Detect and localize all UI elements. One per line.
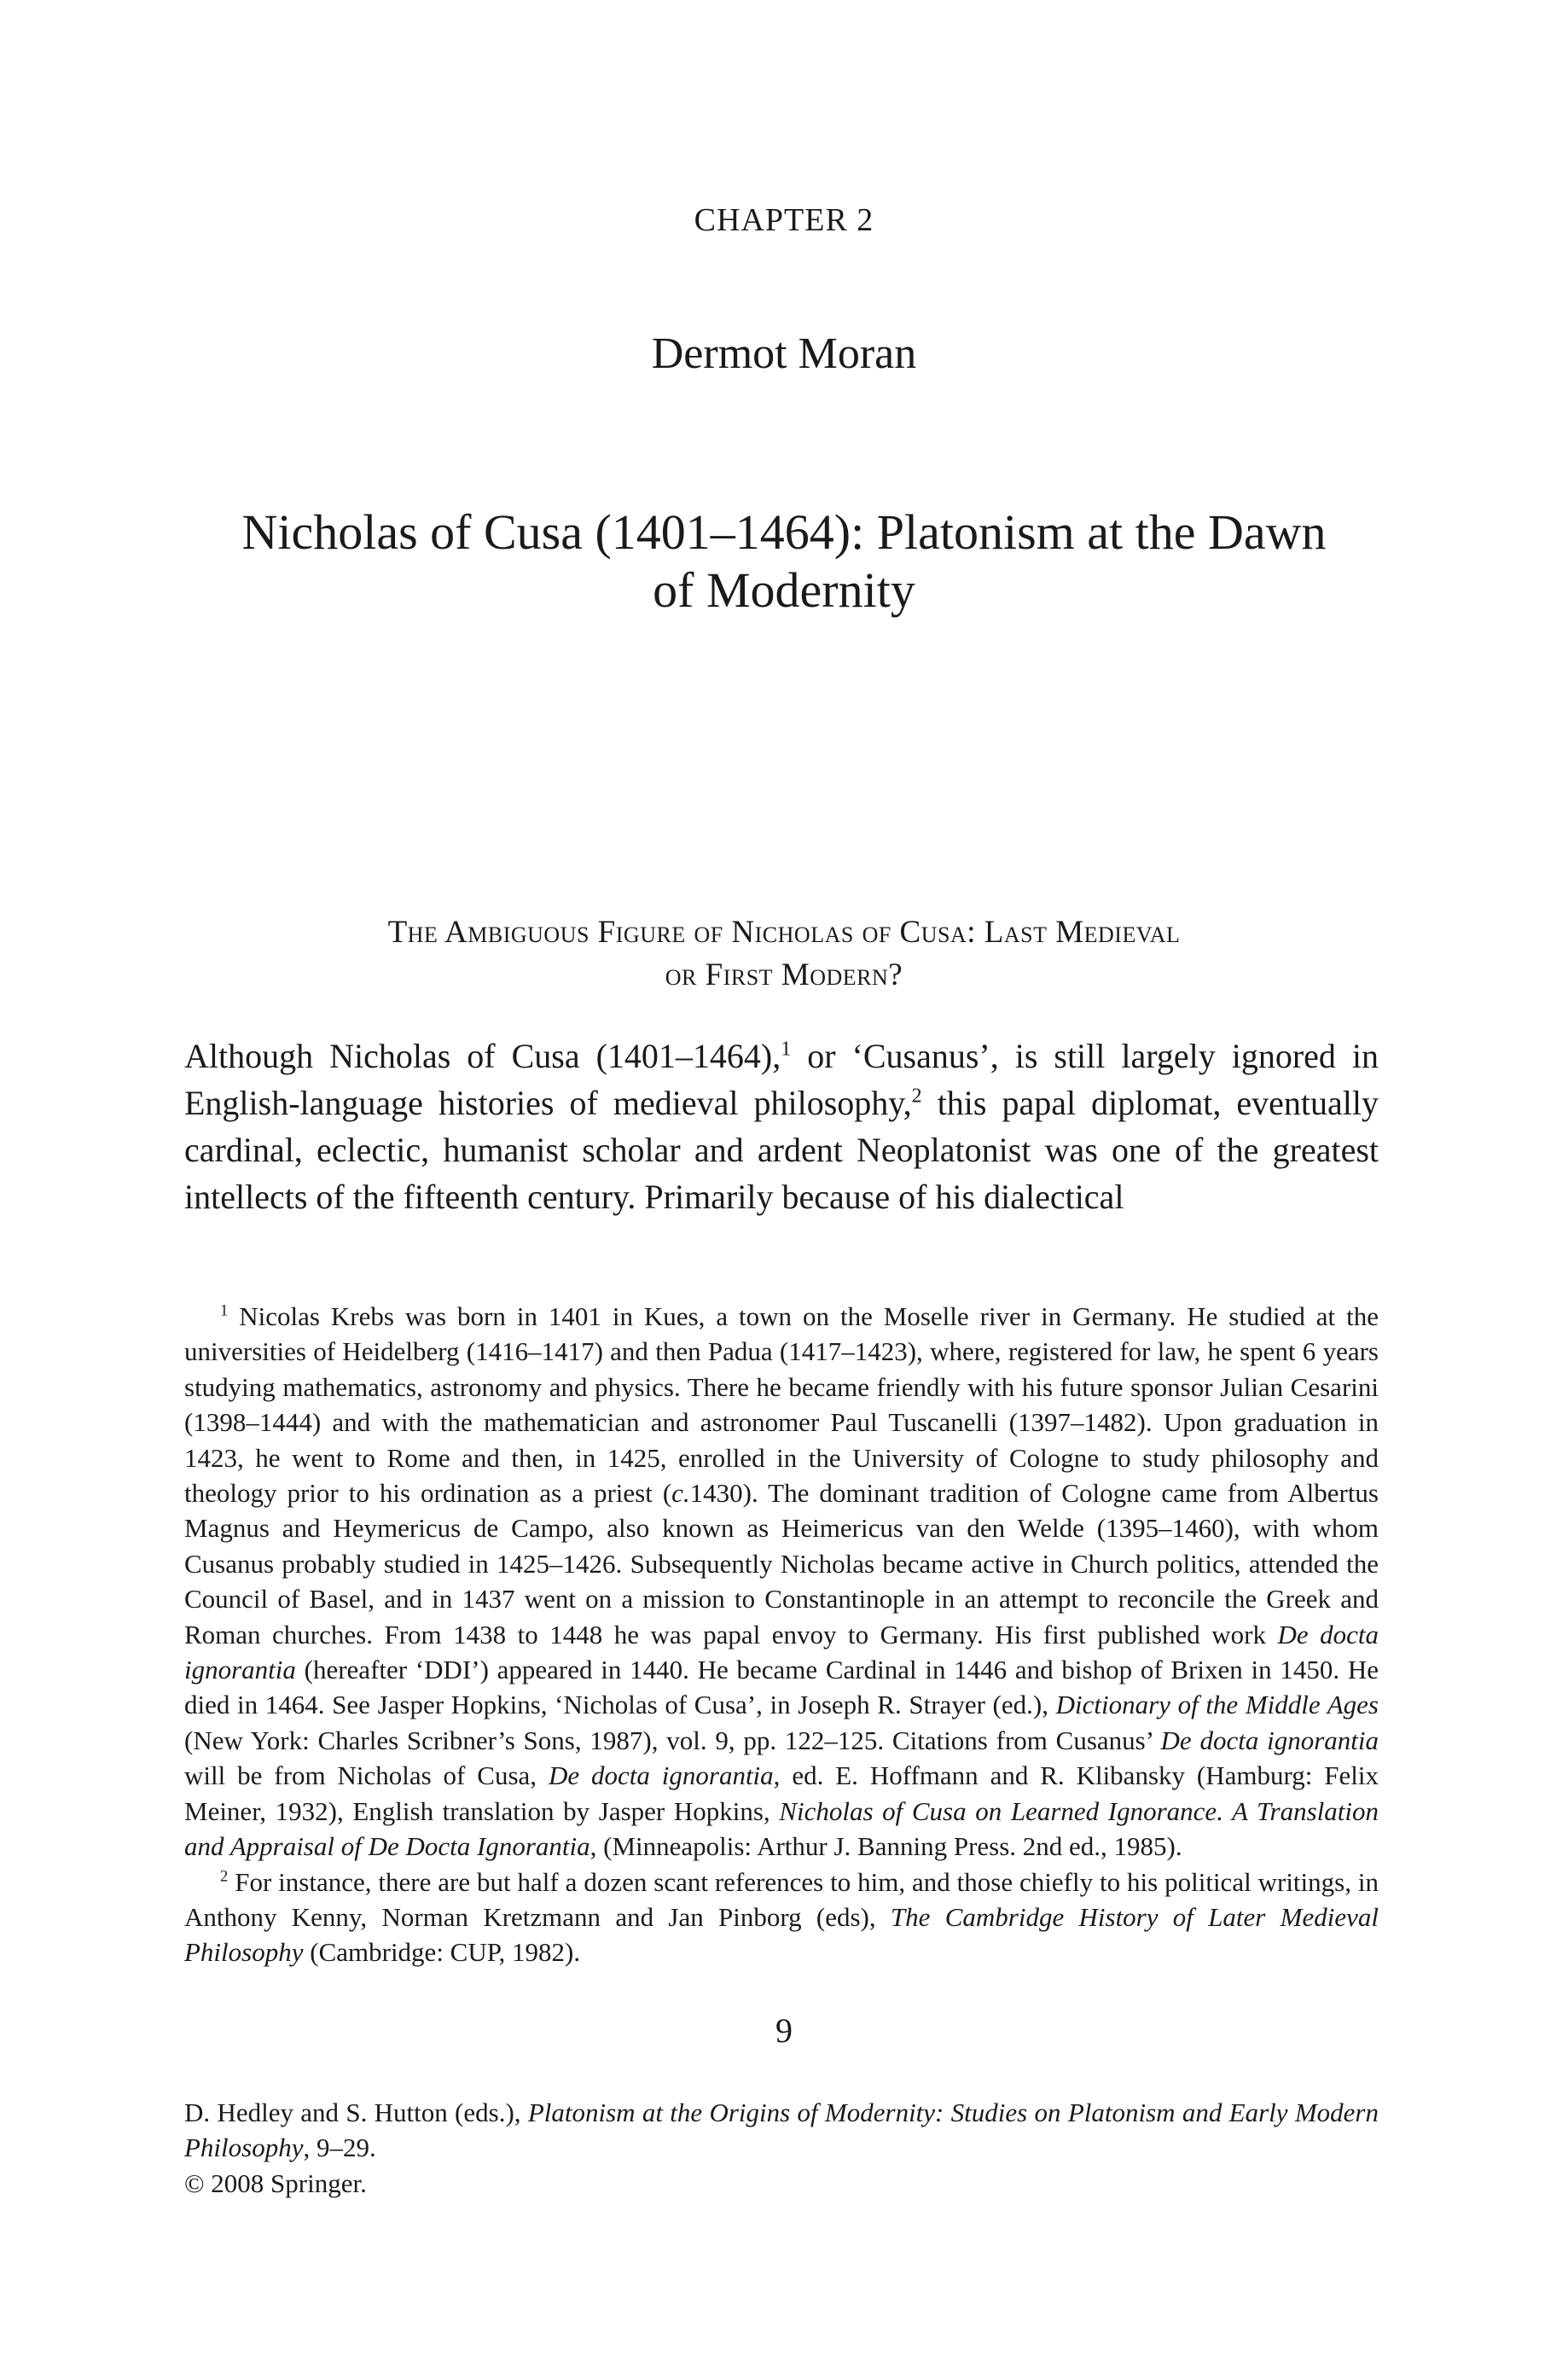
footnote-1-text: , ed. E. Hoffmann and R. Klibansky (Hamburg: Felix Meiner, 1932), English translation by Jasper Hopkins, — [184, 1760, 1379, 1826]
chapter-title — [171, 503, 1397, 620]
footnote-1-text: will be from Nicholas of Cusa, — [184, 1760, 549, 1791]
footnote-1-number: 1 — [220, 1301, 229, 1320]
body-text-part-1: Although Nicholas of Cusa (1401–1464), — [184, 1037, 781, 1075]
footnote-2-work-title: The Cambridge History of Later Medieval Philosophy — [184, 1901, 1379, 1968]
footnote-1-text: (New York: Charles Scribner’s Sons, 1987), vol. 9, pp. 122–125. Citations from Cusanus’ — [184, 1725, 1161, 1755]
footnote-1-work-title: Nicholas of Cusa on Learned Ignorance. A Translation and Appraisal of De Docta Ignorantia — [184, 1795, 1379, 1862]
footnote-1-work-title: Dictionary of the Middle Ages — [1055, 1690, 1379, 1720]
footnote-1 — [184, 1299, 1379, 1865]
chapter-label: CHAPTER 2 — [694, 202, 874, 238]
footnote-1-work-title: De docta ignorantia — [1160, 1725, 1379, 1755]
footnote-reference-2[interactable]: 2 — [911, 1085, 922, 1108]
footnote-2-text: (Cambridge: CUP, 1982). — [303, 1937, 581, 1968]
section-heading — [213, 911, 1355, 997]
source-editors: D. Hedley and S. Hutton (eds.), — [184, 2097, 528, 2127]
source-citation-reference — [184, 2095, 1379, 2166]
footnote-1-text: (hereafter ‘DDI’) appeared in 1440. He became Cardinal in 1446 and bishop of Brixen in 1450. He died in 1464. See Jasper Hopkins, ‘Nicholas of Cusa’, in Joseph R. Strayer (ed.), — [184, 1655, 1379, 1720]
footnote-1-work-title: De docta ignorantia — [184, 1619, 1379, 1685]
body-paragraph — [184, 1033, 1379, 1220]
footnote-2-number: 2 — [220, 1867, 229, 1886]
source-book-title: Platonism at the Origins of Modernity: Studies on Platonism and Early Modern Philosophy — [184, 2097, 1379, 2163]
footnote-2-text: For instance, there are but half a dozen scant references to him, and those chiefly to his political writings, in Anthony Kenny, Norman Kretzmann and Jan Pinborg (eds), — [184, 1866, 1379, 1932]
footnote-1-work-title: De docta ignorantia — [548, 1760, 774, 1791]
body-text-part-3: this papal diplomat, eventually cardinal, eclectic, humanist scholar and ardent Neoplatonist was one of the greatest intellects of the fifteenth century. Primarily because of his dialectical — [184, 1084, 1379, 1216]
page-number: 9 — [775, 2011, 793, 2050]
copyright-notice: © 2008 Springer. — [184, 2167, 367, 2198]
chapter-title-line-2: of Modernity — [653, 562, 915, 618]
footnote-1-text: Nicolas Krebs was born in 1401 in Kues, a town on the Moselle river in Germany. He studied at the universities of Heidelberg (1416–1417) and then Padua (1417–1423), where, registered for law, he spent 6 years studying mathematics, astronomy and physics. There he became friendly with his future sponsor Julian Cesarini (1398–1444) and with the mathematician and astronomer Paul Tuscanelli (1397–1482). Upon graduation in 1423, he went to Rome and then, in 1425, enrolled in the University of Cologne to study philosophy and theology prior to his ordination as a priest ( — [184, 1301, 1379, 1509]
section-heading-line-2: or First Modern? — [665, 957, 903, 992]
footnote-reference-1[interactable]: 1 — [781, 1038, 792, 1061]
footnote-1-text: , (Minneapolis: Arthur J. Banning Press. 2nd ed., 1985). — [589, 1831, 1182, 1862]
source-citation — [184, 2095, 1379, 2201]
section-heading-line-1: The Ambiguous Figure of Nicholas of Cusa: Last Medieval — [387, 915, 1181, 950]
footnote-1-circa: c. — [671, 1478, 690, 1509]
source-pages: , 9–29. — [303, 2132, 376, 2163]
footnotes — [184, 1299, 1379, 1970]
author-name: Dermot Moran — [651, 329, 917, 378]
footnote-1-text: 1430). The dominant tradition of Cologne came from Albertus Magnus and Heymericus de Campo, also known as Heimericus van den Welde (1395–1460), with whom Cusanus probably studied in 1425–1426. Subsequently Nicholas became active in Church politics, attended the Council of Basel, and in 1437 went on a mission to Constantinople in an attempt to reconcile the Greek and Roman churches. From 1438 to 1448 he was papal envoy to Germany. His first published work — [184, 1478, 1379, 1649]
chapter-title-line-1: Nicholas of Cusa (1401–1464): Platonism at the Dawn — [241, 504, 1327, 560]
body-text-part-2: or ‘Cusanus’, is still largely ignored in English-language histories of medieval philosophy, — [184, 1037, 1379, 1122]
footnote-2 — [184, 1865, 1379, 1970]
